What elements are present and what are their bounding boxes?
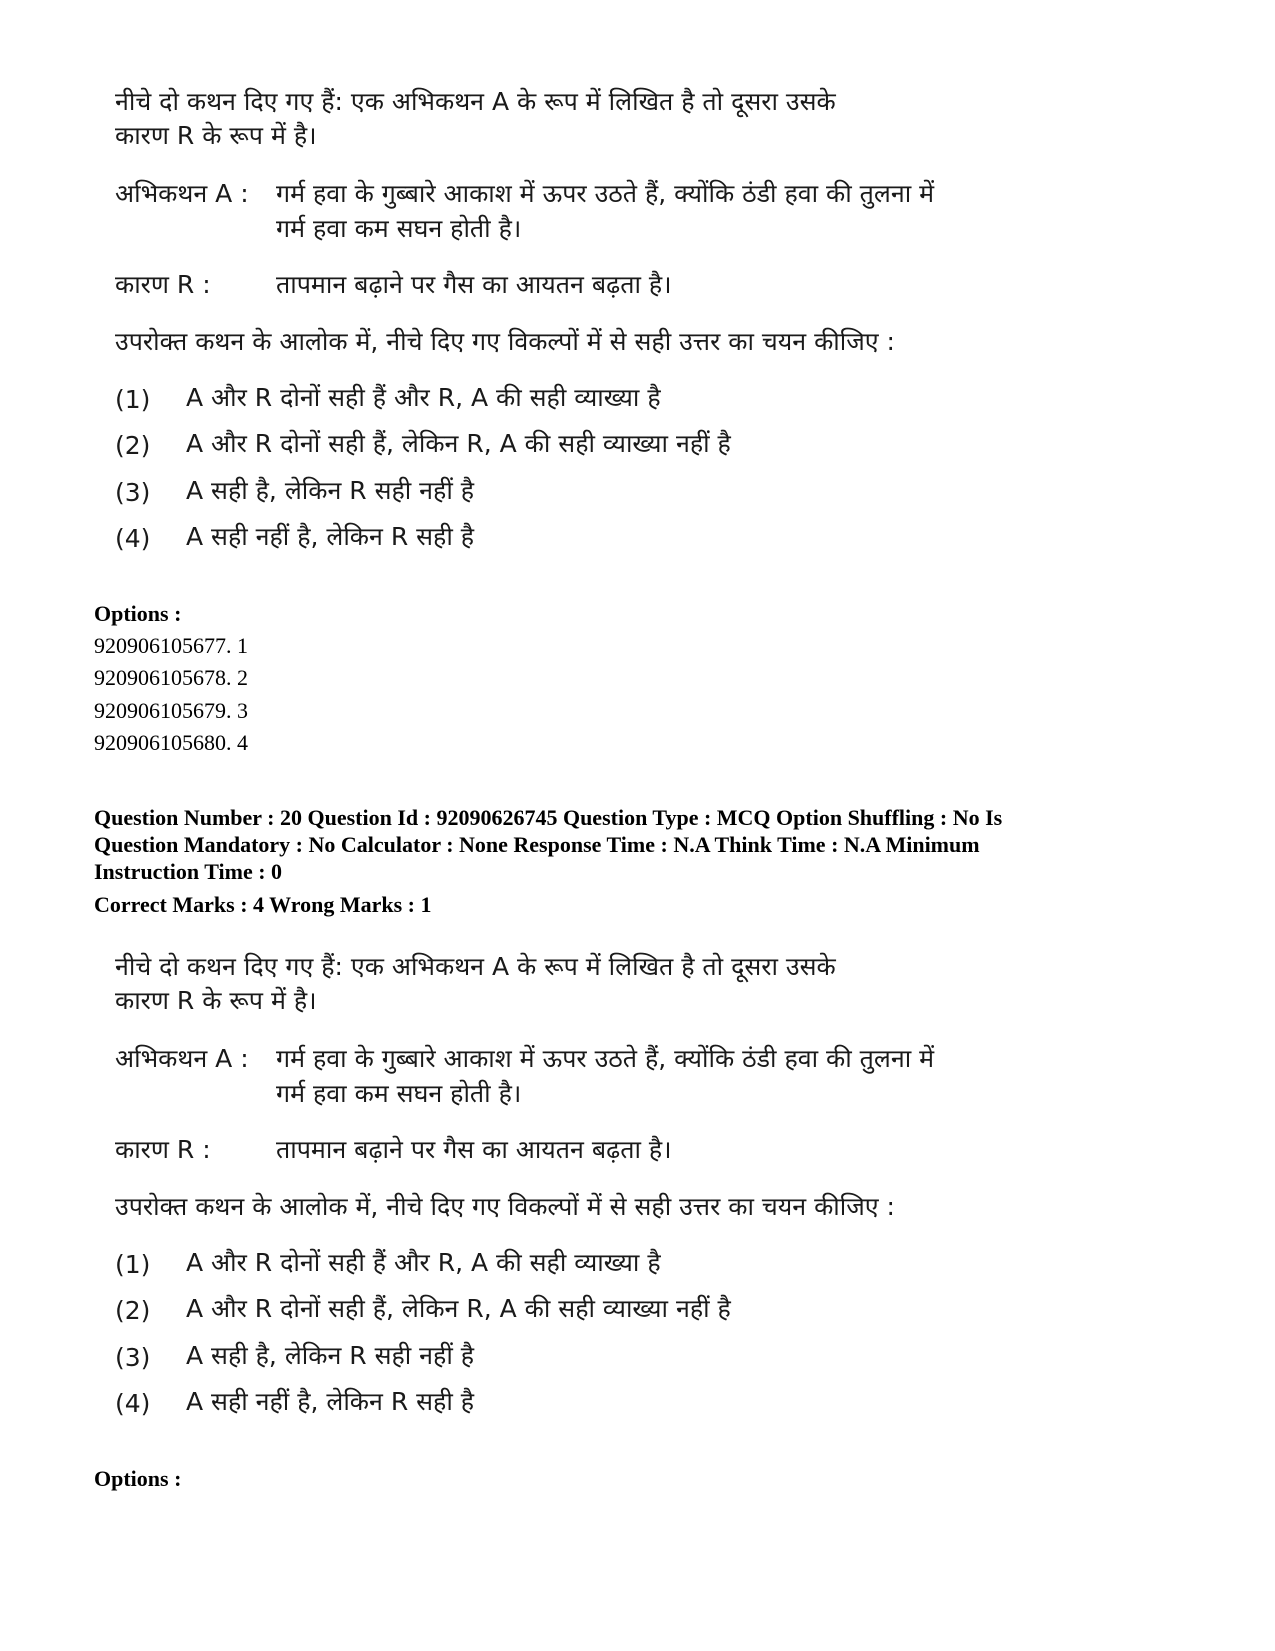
assertion-line-1: गर्म हवा के गुब्बारे आकाश में ऊपर उठते हैं, क्योंकि ठंडी हवा की तुलना में (276, 179, 935, 208)
assertion-line-2: गर्म हवा कम सघन होती है। (276, 1079, 522, 1108)
reason-text: तापमान बढ़ाने पर गैस का आयतन बढ़ता है। (276, 1135, 672, 1164)
marks-line: Correct Marks : 4 Wrong Marks : 1 (94, 892, 432, 917)
choice-text: A और R दोनों सही हैं और R, A की सही व्याख्या है (186, 383, 661, 412)
instruction-text: उपरोक्त कथन के आलोक में, नीचे दिए गए विकल्पों में से सही उत्तर का चयन कीजिए : (115, 327, 895, 356)
options-heading: Options : (94, 1466, 182, 1491)
assertion-line-1: गर्म हवा के गुब्बारे आकाश में ऊपर उठते हैं, क्योंकि ठंडी हवा की तुलना में (276, 1044, 935, 1073)
question-meta-line-3: Instruction Time : 0 (94, 859, 283, 884)
intro-line-1: नीचे दो कथन दिए गए हैं: एक अभिकथन A के रूप में लिखित है तो दूसरा उसके (115, 87, 836, 116)
choice-text: A और R दोनों सही हैं, लेकिन R, A की सही व्याख्या नहीं है (186, 429, 731, 458)
choice-text: A सही है, लेकिन R सही नहीं है (186, 476, 475, 505)
assertion-line-2: गर्म हवा कम सघन होती है। (276, 214, 522, 243)
choice-number: (3) (115, 478, 151, 507)
question-meta-line-2: Question Mandatory : No Calculator : None Response Time : N.A Think Time : N.A Minimum (94, 832, 980, 857)
intro-line-2: कारण R के रूप में है। (115, 986, 317, 1015)
choice-number: (4) (115, 1389, 151, 1418)
choice-number: (4) (115, 524, 151, 553)
assertion-label: अभिकथन A : (115, 179, 249, 208)
choice-text: A सही नहीं है, लेकिन R सही है (186, 1387, 475, 1416)
choice-text: A और R दोनों सही हैं, लेकिन R, A की सही व्याख्या नहीं है (186, 1294, 731, 1323)
choice-text: A सही नहीं है, लेकिन R सही है (186, 522, 475, 551)
choice-number: (1) (115, 1250, 151, 1279)
question-meta-line-1: Question Number : 20 Question Id : 92090626745 Question Type : MCQ Option Shuffling : No Is (94, 805, 1003, 830)
intro-line-1: नीचे दो कथन दिए गए हैं: एक अभिकथन A के रूप में लिखित है तो दूसरा उसके (115, 952, 836, 981)
choice-text: A सही है, लेकिन R सही नहीं है (186, 1341, 475, 1370)
choice-text: A और R दोनों सही हैं और R, A की सही व्याख्या है (186, 1248, 661, 1277)
reason-label: कारण R : (115, 1135, 211, 1164)
option-item: 920906105677. 1 (94, 633, 248, 658)
choice-number: (1) (115, 385, 151, 414)
option-item: 920906105678. 2 (94, 665, 248, 690)
choice-number: (3) (115, 1343, 151, 1372)
options-heading: Options : (94, 601, 182, 626)
reason-text: तापमान बढ़ाने पर गैस का आयतन बढ़ता है। (276, 270, 672, 299)
choice-number: (2) (115, 1296, 151, 1325)
instruction-text: उपरोक्त कथन के आलोक में, नीचे दिए गए विकल्पों में से सही उत्तर का चयन कीजिए : (115, 1192, 895, 1221)
intro-line-2: कारण R के रूप में है। (115, 121, 317, 150)
option-item: 920906105679. 3 (94, 698, 248, 723)
assertion-label: अभिकथन A : (115, 1044, 249, 1073)
reason-label: कारण R : (115, 270, 211, 299)
option-item: 920906105680. 4 (94, 730, 248, 755)
choice-number: (2) (115, 431, 151, 460)
